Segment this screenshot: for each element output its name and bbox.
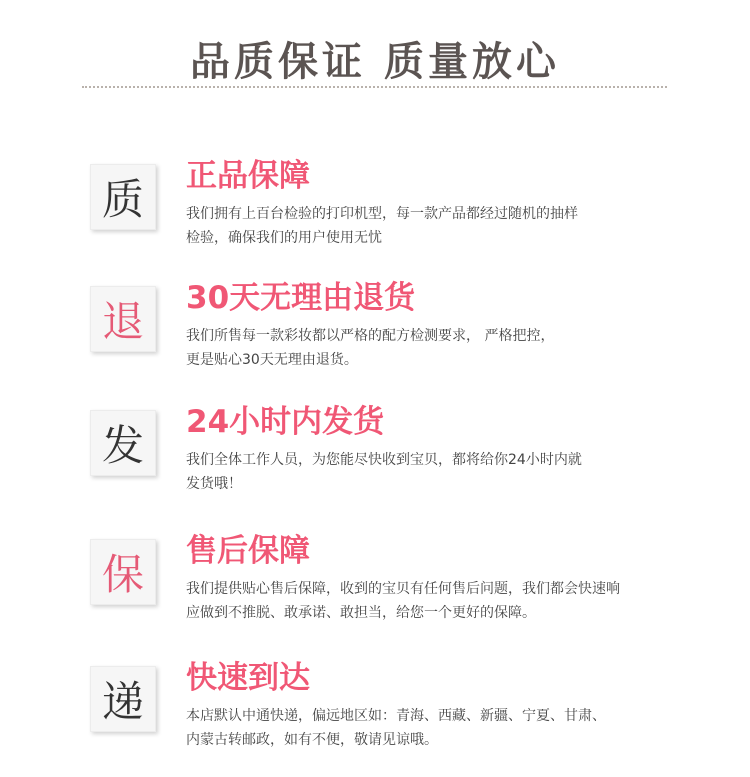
badge-icon: 发	[90, 410, 156, 476]
feature-description: 我们所售每一款彩妆都以严格的配方检测要求， 严格把控， 更是贴心30天无理由退货。	[186, 328, 555, 368]
header-divider	[82, 86, 667, 88]
feature-title: 售后保障	[186, 533, 310, 569]
feature-title: 30天无理由退货	[186, 280, 416, 316]
feature-title: 正品保障	[186, 158, 310, 194]
feature-description: 我们提供贴心售后保障，收到的宝贝有任何售后问题，我们都会快速响 应做到不推脱、敢承诺、敢担当，给您一个更好的保障。	[186, 581, 620, 621]
badge-icon: 递	[90, 666, 156, 732]
badge-icon: 退	[90, 286, 156, 352]
page-title: 品质保证 质量放心	[190, 39, 560, 85]
feature-24h-shipping	[90, 396, 710, 516]
feature-description: 我们拥有上百台检验的打印机型，每一款产品都经过随机的抽样 检验，确保我们的用户使用无忧	[186, 206, 578, 246]
badge-icon: 质	[90, 164, 156, 230]
feature-description: 本店默认中通快递，偏远地区如：青海、西藏、新疆、宁夏、甘肃、 内蒙古转邮政，如有不便，敬请见谅哦。	[186, 708, 606, 748]
feature-30-day-return	[90, 272, 710, 392]
feature-title: 快速到达	[186, 660, 310, 696]
feature-after-sales	[90, 525, 710, 645]
badge-icon: 保	[90, 539, 156, 605]
feature-authentic-guarantee	[90, 150, 710, 270]
feature-title: 24小时内发货	[186, 404, 385, 440]
feature-fast-delivery	[90, 652, 710, 772]
feature-description: 我们全体工作人员，为您能尽快收到宝贝，都将给你24小时内就 发货哦！	[186, 452, 582, 492]
